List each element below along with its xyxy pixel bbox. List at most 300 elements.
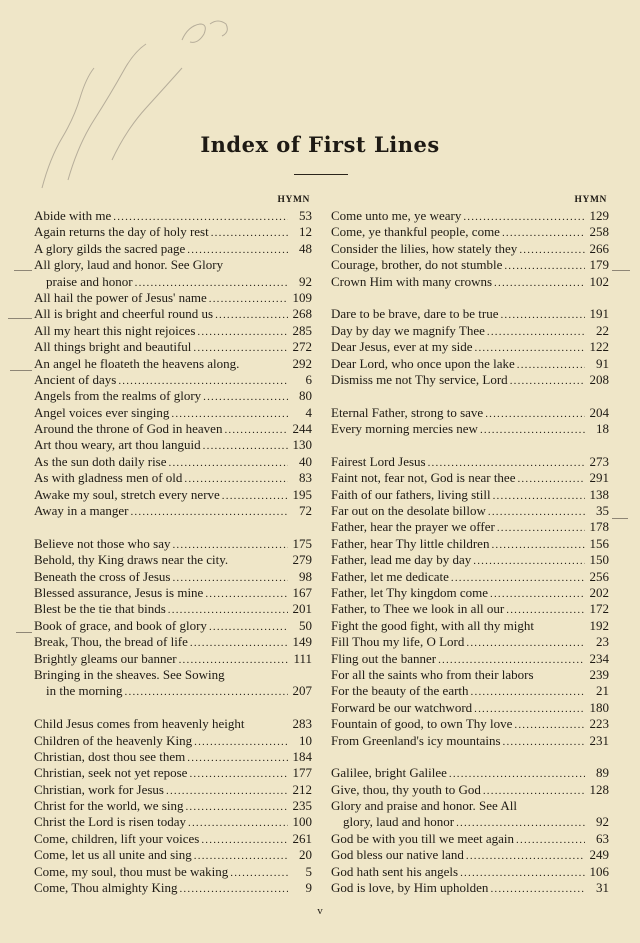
hymn-number: 138 bbox=[589, 486, 609, 502]
index-entry bbox=[331, 798, 609, 814]
first-line-text: Believe not those who say bbox=[34, 535, 171, 551]
first-line-text: All glory, laud and honor. See Glory bbox=[34, 257, 224, 273]
index-entry bbox=[331, 831, 609, 847]
first-line-text: Come, children, lift your voices bbox=[34, 830, 200, 846]
pencil-mark bbox=[10, 370, 32, 371]
hymn-number: 83 bbox=[299, 470, 312, 486]
index-entry bbox=[34, 634, 312, 650]
dot-leader bbox=[456, 815, 585, 831]
dot-leader bbox=[451, 570, 585, 586]
left-index-list bbox=[34, 208, 312, 896]
hymn-number: 283 bbox=[292, 716, 312, 732]
dot-leader bbox=[188, 815, 288, 831]
dot-leader bbox=[168, 602, 288, 618]
first-line-text: Dismiss me not Thy service, Lord bbox=[331, 371, 508, 387]
first-line-text: Come, Thou almighty King bbox=[34, 880, 178, 896]
hymn-number: 207 bbox=[292, 683, 312, 699]
hymn-number: 4 bbox=[305, 404, 312, 420]
index-entry bbox=[331, 339, 609, 355]
first-line-text: All is bright and cheerful round us bbox=[34, 306, 214, 322]
index-entry bbox=[34, 437, 312, 453]
first-line-text: From Greenland's icy mountains bbox=[331, 732, 501, 748]
hymn-number: 256 bbox=[589, 568, 609, 584]
index-entry bbox=[34, 864, 312, 880]
first-line-text: Abide with me bbox=[34, 208, 112, 223]
first-line-text: Dear Lord, who once upon the lake bbox=[331, 355, 515, 371]
dot-leader bbox=[166, 783, 288, 799]
index-entry bbox=[34, 651, 312, 667]
index-entry bbox=[34, 405, 312, 421]
dot-leader bbox=[488, 504, 585, 520]
dot-leader bbox=[113, 209, 288, 225]
left-index-column bbox=[34, 193, 312, 896]
hymn-number: 72 bbox=[299, 503, 312, 519]
dot-leader bbox=[480, 422, 585, 438]
index-entry bbox=[331, 257, 609, 273]
dot-leader bbox=[187, 750, 288, 766]
dot-leader bbox=[187, 242, 288, 258]
dot-leader bbox=[197, 324, 288, 340]
dot-leader bbox=[169, 455, 288, 471]
dot-leader bbox=[506, 602, 585, 618]
dot-leader bbox=[517, 357, 585, 373]
dot-leader bbox=[494, 275, 585, 291]
index-entry bbox=[331, 569, 609, 585]
dot-leader bbox=[502, 225, 585, 241]
hymn-number: 178 bbox=[589, 519, 609, 535]
hymn-number: 156 bbox=[589, 535, 609, 551]
hymn-number: 48 bbox=[299, 240, 312, 256]
hymn-number: 106 bbox=[589, 863, 609, 879]
first-line-text: Father, hear the prayer we offer bbox=[331, 519, 495, 535]
dot-leader bbox=[209, 291, 288, 307]
first-line-text: Dear Jesus, ever at my side bbox=[331, 339, 473, 355]
first-line-text: Galilee, bright Galilee bbox=[331, 765, 447, 781]
index-entry bbox=[331, 323, 609, 339]
first-line-text: Father, lead me day by day bbox=[331, 552, 472, 568]
hymn-number: 272 bbox=[292, 339, 312, 355]
index-entry bbox=[34, 274, 312, 290]
pencil-mark bbox=[8, 318, 32, 319]
first-line-text: Christ for the world, we sing bbox=[34, 798, 184, 814]
index-entry bbox=[34, 257, 312, 273]
dot-leader bbox=[194, 848, 288, 864]
index-entry bbox=[34, 224, 312, 240]
first-line-text: As with gladness men of old bbox=[34, 470, 183, 486]
index-entry bbox=[34, 847, 312, 863]
hymn-number: 5 bbox=[305, 863, 312, 879]
index-entry bbox=[34, 421, 312, 437]
index-entry bbox=[331, 224, 609, 240]
hymn-number: 167 bbox=[292, 584, 312, 600]
pencil-mark bbox=[14, 270, 32, 271]
index-entry bbox=[34, 487, 312, 503]
first-line-text: For all the saints who from their labors bbox=[331, 666, 534, 682]
hymn-number: 208 bbox=[589, 371, 609, 387]
index-entry bbox=[34, 503, 312, 519]
first-line-text: Again returns the day of holy rest bbox=[34, 224, 209, 240]
index-entry bbox=[34, 831, 312, 847]
dot-leader bbox=[185, 799, 288, 815]
first-line-text: Every morning mercies new bbox=[331, 421, 478, 437]
index-entry bbox=[331, 667, 609, 683]
dot-leader bbox=[473, 553, 585, 569]
hymn-number: 244 bbox=[292, 421, 312, 437]
dot-leader bbox=[203, 389, 288, 405]
first-line-text: Awake my soul, stretch every nerve bbox=[34, 486, 220, 502]
first-line-text: God be with you till we meet again bbox=[331, 830, 515, 846]
index-entry bbox=[34, 601, 312, 617]
index-entry bbox=[34, 323, 312, 339]
first-line-text: Fairest Lord Jesus bbox=[331, 453, 426, 469]
first-line-text: Book of grace, and book of glory bbox=[34, 617, 207, 633]
hymn-number: 292 bbox=[292, 355, 312, 371]
dot-leader bbox=[172, 537, 288, 553]
first-line-text: Angels from the realms of glory bbox=[34, 388, 202, 404]
hymn-number: 180 bbox=[589, 699, 609, 715]
right-index-column bbox=[331, 193, 609, 896]
hymn-number: 18 bbox=[596, 421, 609, 437]
hymn-number: 175 bbox=[292, 535, 312, 551]
first-line-text: Christ the Lord is risen today bbox=[34, 814, 187, 830]
index-entry bbox=[331, 601, 609, 617]
dot-leader bbox=[463, 209, 585, 225]
index-entry bbox=[331, 847, 609, 863]
dot-leader bbox=[189, 766, 288, 782]
dot-leader bbox=[194, 734, 288, 750]
hymn-number: 249 bbox=[589, 847, 609, 863]
hymn-number: 23 bbox=[596, 634, 609, 650]
index-entry bbox=[34, 454, 312, 470]
first-line-text: Child Jesus comes from heavenly height bbox=[34, 716, 245, 732]
index-entry bbox=[34, 552, 312, 568]
hymn-number: 109 bbox=[292, 289, 312, 305]
index-entry bbox=[331, 651, 609, 667]
first-line-text: All my heart this night rejoices bbox=[34, 322, 196, 338]
first-line-text: All things bright and beautiful bbox=[34, 339, 192, 355]
first-line-text: Angel voices ever singing bbox=[34, 404, 170, 420]
hymn-column-header: HYMN bbox=[574, 195, 607, 205]
dot-leader bbox=[205, 586, 288, 602]
hymn-number: 31 bbox=[596, 880, 609, 896]
dot-leader bbox=[514, 717, 585, 733]
first-line-text: Behold, thy King draws near the city. bbox=[34, 552, 229, 568]
hymn-number: 63 bbox=[596, 830, 609, 846]
first-line-text: Christian, dost thou see them bbox=[34, 748, 186, 764]
hymn-number: 258 bbox=[589, 224, 609, 240]
first-line-text: Father, to Thee we look in all our bbox=[331, 601, 505, 617]
hymn-number: 201 bbox=[292, 601, 312, 617]
dot-leader bbox=[203, 438, 288, 454]
first-line-text: glory, laud and honor bbox=[343, 814, 455, 830]
dot-leader bbox=[493, 488, 585, 504]
dot-leader bbox=[510, 373, 585, 389]
first-line-text: Away in a manger bbox=[34, 503, 129, 519]
first-line-text: Courage, brother, do not stumble bbox=[331, 257, 503, 273]
first-line-text: God is love, by Him upholden bbox=[331, 880, 489, 896]
first-line-text: Blessed assurance, Jesus is mine bbox=[34, 584, 204, 600]
dot-leader bbox=[224, 422, 288, 438]
hymn-number: 202 bbox=[589, 584, 609, 600]
first-line-text: Father, hear Thy little children bbox=[331, 535, 490, 551]
index-entry bbox=[34, 880, 312, 896]
dot-leader bbox=[485, 406, 585, 422]
dot-leader bbox=[230, 865, 288, 881]
dot-leader bbox=[179, 881, 288, 897]
index-entry bbox=[34, 733, 312, 749]
dot-leader bbox=[475, 340, 585, 356]
index-entry bbox=[34, 667, 312, 683]
first-line-text: Come, ye thankful people, come bbox=[331, 224, 500, 240]
index-entry bbox=[34, 716, 312, 732]
hymn-number: 20 bbox=[299, 847, 312, 863]
index-entry bbox=[331, 241, 609, 257]
page-title: Index of First Lines bbox=[200, 132, 440, 157]
first-line-text: A glory gilds the sacred page bbox=[34, 240, 186, 256]
index-entry bbox=[331, 716, 609, 732]
pencil-mark bbox=[16, 632, 32, 633]
index-entry bbox=[34, 814, 312, 830]
title-rule bbox=[294, 174, 348, 175]
hymn-number: 89 bbox=[596, 765, 609, 781]
index-entry bbox=[34, 339, 312, 355]
dot-leader bbox=[471, 684, 585, 700]
dot-leader bbox=[474, 701, 585, 717]
index-entry bbox=[331, 814, 609, 830]
hymn-number: 204 bbox=[589, 404, 609, 420]
hymn-number: 266 bbox=[589, 240, 609, 256]
first-line-text: Fountain of good, to own Thy love bbox=[331, 716, 513, 732]
hymn-number: 172 bbox=[589, 601, 609, 617]
first-line-text: Come, let us all unite and sing bbox=[34, 847, 192, 863]
first-line-text: Come, my soul, thou must be waking bbox=[34, 863, 229, 879]
hymn-number: 235 bbox=[292, 798, 312, 814]
dot-leader bbox=[519, 242, 585, 258]
dot-leader bbox=[491, 537, 585, 553]
hymn-number: 111 bbox=[293, 650, 312, 666]
index-entry bbox=[34, 290, 312, 306]
first-line-text: Art thou weary, art thou languid bbox=[34, 437, 201, 453]
hymn-number: 53 bbox=[299, 208, 312, 223]
first-line-text: Bringing in the sheaves. See Sowing bbox=[34, 666, 225, 682]
index-entry bbox=[34, 536, 312, 552]
hymn-number: 80 bbox=[299, 388, 312, 404]
hymn-number: 50 bbox=[299, 617, 312, 633]
index-entry bbox=[34, 683, 312, 699]
first-line-text: in the morning bbox=[46, 683, 123, 699]
dot-leader bbox=[179, 652, 288, 668]
index-entry bbox=[331, 634, 609, 650]
index-entry bbox=[331, 405, 609, 421]
index-entry bbox=[331, 470, 609, 486]
first-line-text: Fill Thou my life, O Lord bbox=[331, 634, 465, 650]
first-line-text: God hath sent his angels bbox=[331, 863, 459, 879]
dot-leader bbox=[130, 504, 288, 520]
dot-leader bbox=[487, 324, 585, 340]
hymn-number: 268 bbox=[292, 306, 312, 322]
first-line-text: Eternal Father, strong to save bbox=[331, 404, 484, 420]
first-line-text: Day by day we magnify Thee bbox=[331, 322, 485, 338]
dot-leader bbox=[172, 570, 288, 586]
index-entry bbox=[34, 208, 312, 224]
hymn-number: 92 bbox=[596, 814, 609, 830]
first-line-text: Fling out the banner bbox=[331, 650, 437, 666]
dot-leader bbox=[211, 225, 288, 241]
dot-leader bbox=[135, 275, 288, 291]
dot-leader bbox=[490, 586, 585, 602]
first-line-text: Faith of our fathers, living still bbox=[331, 486, 491, 502]
hymn-number: 285 bbox=[292, 322, 312, 338]
hymn-number: 9 bbox=[305, 880, 312, 896]
index-entry bbox=[34, 388, 312, 404]
index-entry bbox=[34, 306, 312, 322]
dot-leader bbox=[222, 488, 288, 504]
index-entry bbox=[331, 683, 609, 699]
dot-leader bbox=[209, 619, 288, 635]
hymn-number: 92 bbox=[299, 273, 312, 289]
index-entry bbox=[331, 782, 609, 798]
dot-leader bbox=[171, 406, 288, 422]
dot-leader bbox=[125, 684, 288, 700]
first-line-text: Children of the heavenly King bbox=[34, 732, 193, 748]
index-entry bbox=[34, 618, 312, 634]
hymn-number: 10 bbox=[299, 732, 312, 748]
dot-leader bbox=[483, 783, 585, 799]
hymn-number: 192 bbox=[589, 617, 609, 633]
index-entry bbox=[331, 618, 609, 634]
dot-leader bbox=[190, 635, 288, 651]
first-line-text: Far out on the desolate billow bbox=[331, 503, 486, 519]
dot-leader bbox=[184, 471, 288, 487]
hymn-number: 195 bbox=[292, 486, 312, 502]
index-entry bbox=[331, 765, 609, 781]
index-entry bbox=[331, 519, 609, 535]
hymn-number: 40 bbox=[299, 453, 312, 469]
index-entry bbox=[331, 864, 609, 880]
index-entry bbox=[34, 585, 312, 601]
first-line-text: Forward be our watchword bbox=[331, 699, 473, 715]
dot-leader bbox=[193, 340, 288, 356]
hymn-number: 273 bbox=[589, 453, 609, 469]
hymn-number: 179 bbox=[589, 257, 609, 273]
first-line-text: Break, Thou, the bread of life bbox=[34, 634, 188, 650]
first-line-text: Blest be the tie that binds bbox=[34, 601, 166, 617]
hymn-number: 35 bbox=[596, 503, 609, 519]
index-entry bbox=[331, 372, 609, 388]
dot-leader bbox=[503, 734, 585, 750]
pencil-mark bbox=[612, 518, 628, 519]
pencil-mark bbox=[612, 270, 630, 271]
index-entry bbox=[331, 536, 609, 552]
hymn-number: 191 bbox=[589, 306, 609, 322]
hymn-number: 150 bbox=[589, 552, 609, 568]
index-entry bbox=[331, 421, 609, 437]
index-entry bbox=[331, 503, 609, 519]
index-entry bbox=[331, 208, 609, 224]
hymn-number: 102 bbox=[589, 273, 609, 289]
hymn-number: 177 bbox=[292, 765, 312, 781]
hymn-number: 128 bbox=[589, 781, 609, 797]
first-line-text: Father, let me dedicate bbox=[331, 568, 449, 584]
first-line-text: Brightly gleams our banner bbox=[34, 650, 177, 666]
first-line-text: All hail the power of Jesus' name bbox=[34, 289, 207, 305]
hymn-number: 261 bbox=[292, 830, 312, 846]
first-line-text: Around the throne of God in heaven bbox=[34, 421, 223, 437]
page-number: v bbox=[317, 905, 323, 917]
first-line-text: Ancient of days bbox=[34, 371, 117, 387]
index-entry bbox=[34, 372, 312, 388]
dot-leader bbox=[504, 258, 585, 274]
dot-leader bbox=[516, 832, 585, 848]
index-entry bbox=[34, 470, 312, 486]
hymn-number: 21 bbox=[596, 683, 609, 699]
index-entry bbox=[34, 765, 312, 781]
index-entry bbox=[34, 782, 312, 798]
first-line-text: Christian, work for Jesus bbox=[34, 781, 164, 797]
dot-leader bbox=[201, 832, 288, 848]
hymn-number: 184 bbox=[292, 748, 312, 764]
dot-leader bbox=[517, 471, 585, 487]
hymn-number: 231 bbox=[589, 732, 609, 748]
index-entry bbox=[331, 552, 609, 568]
hymn-number: 279 bbox=[292, 552, 312, 568]
hymn-number: 22 bbox=[596, 322, 609, 338]
hymn-number: 122 bbox=[589, 339, 609, 355]
dot-leader bbox=[466, 848, 585, 864]
first-line-text: Faint not, fear not, God is near thee bbox=[331, 470, 516, 486]
first-line-text: As the sun doth daily rise bbox=[34, 453, 167, 469]
index-entry bbox=[34, 569, 312, 585]
index-entry bbox=[331, 356, 609, 372]
dot-leader bbox=[118, 373, 288, 389]
first-line-text: Christian, seek not yet repose bbox=[34, 765, 188, 781]
first-line-text: Give, thou, thy youth to God bbox=[331, 781, 481, 797]
index-entry bbox=[331, 306, 609, 322]
index-entry bbox=[331, 454, 609, 470]
hymn-number: 129 bbox=[589, 208, 609, 223]
pencil-annotation bbox=[32, 10, 252, 200]
dot-leader bbox=[497, 520, 585, 536]
right-index-list bbox=[331, 208, 609, 896]
hymn-column-header: HYMN bbox=[277, 195, 310, 205]
hymn-number: 6 bbox=[305, 371, 312, 387]
dot-leader bbox=[215, 307, 288, 323]
index-entry bbox=[34, 749, 312, 765]
first-line-text: Consider the lilies, how stately they bbox=[331, 240, 518, 256]
first-line-text: For the beauty of the earth bbox=[331, 683, 469, 699]
hymn-number: 291 bbox=[589, 470, 609, 486]
index-entry bbox=[34, 241, 312, 257]
first-line-text: Come unto me, ye weary bbox=[331, 208, 462, 223]
index-entry bbox=[331, 700, 609, 716]
index-entry bbox=[34, 798, 312, 814]
first-line-text: praise and honor bbox=[46, 273, 133, 289]
first-line-text: An angel he floateth the heavens along. bbox=[34, 355, 240, 371]
dot-leader bbox=[428, 455, 585, 471]
hymn-number: 98 bbox=[299, 568, 312, 584]
hymn-number: 130 bbox=[292, 437, 312, 453]
hymn-number: 223 bbox=[589, 716, 609, 732]
hymn-number: 100 bbox=[292, 814, 312, 830]
dot-leader bbox=[500, 307, 585, 323]
index-entry bbox=[331, 487, 609, 503]
hymn-number: 212 bbox=[292, 781, 312, 797]
index-entry bbox=[331, 733, 609, 749]
dot-leader bbox=[490, 881, 585, 897]
index-entry bbox=[331, 880, 609, 896]
first-line-text: Dare to be brave, dare to be true bbox=[331, 306, 499, 322]
index-entry bbox=[34, 356, 312, 372]
